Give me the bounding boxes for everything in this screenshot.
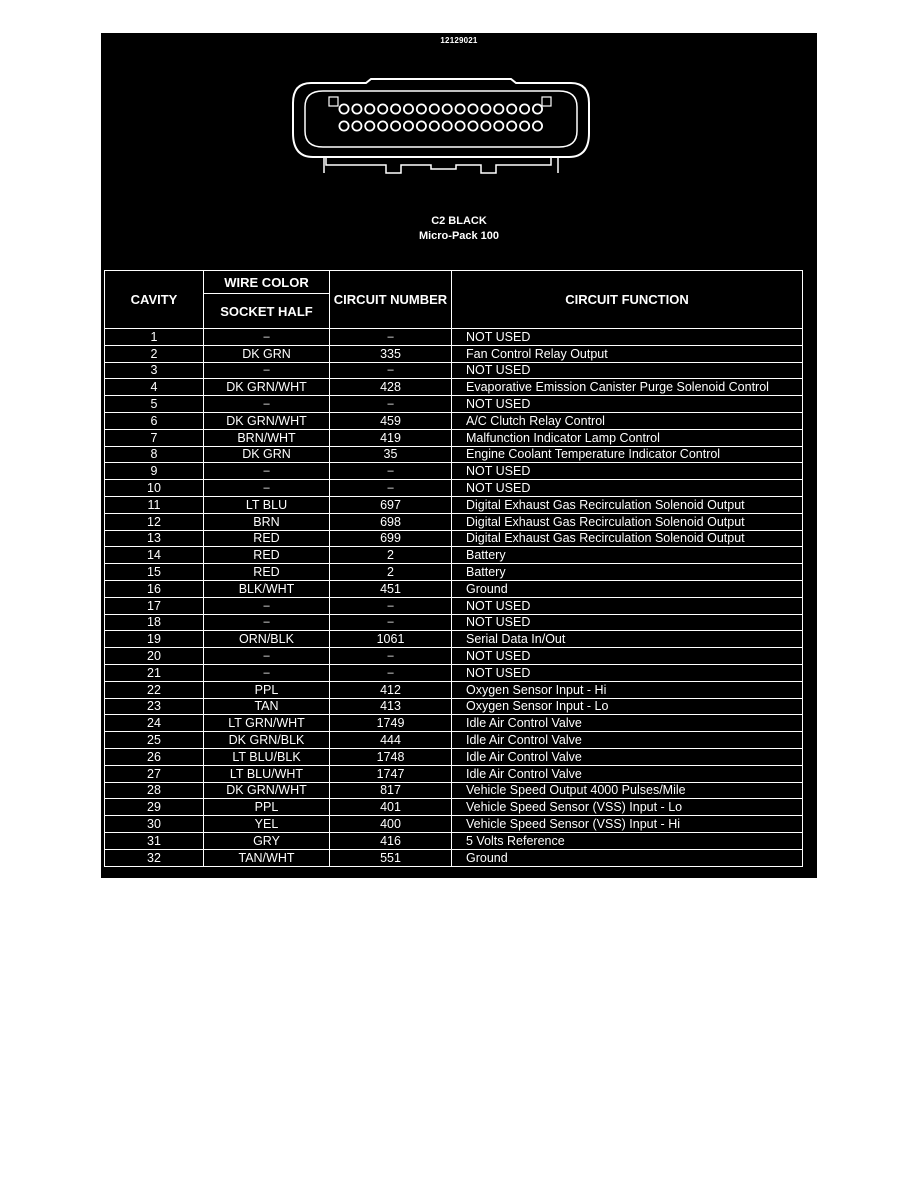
table-row <box>105 396 803 413</box>
table-row <box>105 715 803 732</box>
wire-color-cell: – <box>204 463 330 480</box>
wire-color-cell: YEL <box>204 816 330 833</box>
table-row <box>105 631 803 648</box>
circuit-function-cell: Oxygen Sensor Input - Lo <box>452 698 803 715</box>
circuit-number-cell: – <box>330 329 452 346</box>
wire-color-cell: – <box>204 664 330 681</box>
circuit-function-cell: NOT USED <box>452 480 803 497</box>
table-row <box>105 782 803 799</box>
terminal-cavity <box>365 121 374 130</box>
circuit-function-cell: NOT USED <box>452 396 803 413</box>
circuit-function-cell: Fan Control Relay Output <box>452 345 803 362</box>
cavity-cell: 21 <box>105 664 204 681</box>
cavity-cell: 4 <box>105 379 204 396</box>
cavity-cell: 9 <box>105 463 204 480</box>
cavity-cell: 5 <box>105 396 204 413</box>
circuit-number-cell: 697 <box>330 496 452 513</box>
header-socket-half: SOCKET HALF <box>204 294 330 329</box>
table-row <box>105 530 803 547</box>
cavity-cell: 24 <box>105 715 204 732</box>
circuit-number-cell: 817 <box>330 782 452 799</box>
table-row <box>105 463 803 480</box>
circuit-function-cell: Battery <box>452 547 803 564</box>
terminal-cavity <box>494 104 503 113</box>
terminal-cavity <box>417 121 426 130</box>
circuit-function-cell: A/C Clutch Relay Control <box>452 412 803 429</box>
connector-figure-panel <box>101 33 817 878</box>
circuit-number-cell: 401 <box>330 799 452 816</box>
cavity-cell: 32 <box>105 849 204 866</box>
table-row <box>105 614 803 631</box>
circuit-number-cell: 2 <box>330 564 452 581</box>
circuit-number-cell: 551 <box>330 849 452 866</box>
circuit-function-cell: Evaporative Emission Canister Purge Solenoid Control <box>452 379 803 396</box>
circuit-function-cell: Ground <box>452 849 803 866</box>
table-row <box>105 446 803 463</box>
table-row <box>105 681 803 698</box>
terminal-cavity <box>481 121 490 130</box>
table-row <box>105 732 803 749</box>
wire-color-cell: BRN <box>204 513 330 530</box>
table-row <box>105 698 803 715</box>
terminal-cavity <box>378 104 387 113</box>
table-row <box>105 564 803 581</box>
wire-color-cell: PPL <box>204 681 330 698</box>
terminal-cavity <box>365 104 374 113</box>
wire-color-cell: – <box>204 480 330 497</box>
table-row <box>105 816 803 833</box>
cavity-cell: 1 <box>105 329 204 346</box>
table-row <box>105 345 803 362</box>
table-row <box>105 748 803 765</box>
connector-keying-tabs <box>326 157 551 173</box>
circuit-function-cell: Ground <box>452 580 803 597</box>
terminal-cavity <box>391 121 400 130</box>
circuit-function-cell: Digital Exhaust Gas Recirculation Solenoid Output <box>452 496 803 513</box>
terminal-cavity <box>533 104 542 113</box>
terminal-cavity <box>456 104 465 113</box>
wire-color-cell: DK GRN/WHT <box>204 412 330 429</box>
wire-color-cell: LT GRN/WHT <box>204 715 330 732</box>
circuit-number-cell: 698 <box>330 513 452 530</box>
terminal-cavity <box>481 104 490 113</box>
circuit-number-cell: 35 <box>330 446 452 463</box>
terminal-cavity <box>391 104 400 113</box>
cavity-cell: 12 <box>105 513 204 530</box>
cavity-cell: 7 <box>105 429 204 446</box>
wire-color-cell: DK GRN <box>204 446 330 463</box>
wire-color-cell: DK GRN <box>204 345 330 362</box>
connector-face-diagram <box>291 73 591 213</box>
cavity-marker-1 <box>329 97 338 106</box>
circuit-number-cell: 2 <box>330 547 452 564</box>
table-row <box>105 379 803 396</box>
circuit-number-cell: 1749 <box>330 715 452 732</box>
circuit-number-cell: 1748 <box>330 748 452 765</box>
circuit-number-cell: 416 <box>330 832 452 849</box>
circuit-function-cell: NOT USED <box>452 648 803 665</box>
wire-color-cell: LT BLU/WHT <box>204 765 330 782</box>
pinout-table <box>104 270 803 867</box>
circuit-number-cell: – <box>330 597 452 614</box>
circuit-function-cell: NOT USED <box>452 329 803 346</box>
cavity-cell: 30 <box>105 816 204 833</box>
circuit-function-cell: Oxygen Sensor Input - Hi <box>452 681 803 698</box>
circuit-function-cell: Idle Air Control Valve <box>452 715 803 732</box>
wire-color-cell: RED <box>204 530 330 547</box>
wire-color-cell: – <box>204 597 330 614</box>
wire-color-cell: RED <box>204 547 330 564</box>
circuit-function-cell: NOT USED <box>452 664 803 681</box>
wire-color-cell: DK GRN/WHT <box>204 782 330 799</box>
table-row <box>105 648 803 665</box>
table-row <box>105 765 803 782</box>
circuit-function-cell: Vehicle Speed Sensor (VSS) Input - Lo <box>452 799 803 816</box>
terminal-cavity <box>520 104 529 113</box>
header-cavity: CAVITY <box>105 271 204 329</box>
terminal-cavity <box>352 104 361 113</box>
circuit-function-cell: Digital Exhaust Gas Recirculation Solenoid Output <box>452 513 803 530</box>
circuit-function-cell: Vehicle Speed Output 4000 Pulses/Mile <box>452 782 803 799</box>
header-wire-color: WIRE COLOR <box>204 271 330 294</box>
circuit-number-cell: – <box>330 463 452 480</box>
circuit-function-cell: NOT USED <box>452 614 803 631</box>
table-row <box>105 547 803 564</box>
circuit-number-cell: 699 <box>330 530 452 547</box>
table-row <box>105 849 803 866</box>
cavity-cell: 13 <box>105 530 204 547</box>
pinout-table-body <box>105 329 803 867</box>
table-row <box>105 597 803 614</box>
terminal-cavity <box>339 104 348 113</box>
connector-name: C2 BLACK <box>431 215 487 227</box>
wire-color-cell: DK GRN/WHT <box>204 379 330 396</box>
terminal-cavity <box>468 104 477 113</box>
circuit-number-cell: 1061 <box>330 631 452 648</box>
circuit-function-cell: NOT USED <box>452 362 803 379</box>
cavity-cell: 14 <box>105 547 204 564</box>
wire-color-cell: – <box>204 614 330 631</box>
circuit-function-cell: NOT USED <box>452 463 803 480</box>
circuit-number-cell: 428 <box>330 379 452 396</box>
terminal-cavity <box>443 104 452 113</box>
cavity-cell: 8 <box>105 446 204 463</box>
terminal-cavity <box>507 121 516 130</box>
wire-color-cell: TAN <box>204 698 330 715</box>
circuit-number-cell: – <box>330 396 452 413</box>
cavity-cell: 19 <box>105 631 204 648</box>
terminal-cavity <box>352 121 361 130</box>
cavity-cell: 23 <box>105 698 204 715</box>
circuit-number-cell: 335 <box>330 345 452 362</box>
circuit-function-cell: Battery <box>452 564 803 581</box>
part-number: 12129021 <box>440 36 478 45</box>
circuit-number-cell: 412 <box>330 681 452 698</box>
cavity-cell: 11 <box>105 496 204 513</box>
table-row <box>105 329 803 346</box>
circuit-function-cell: Idle Air Control Valve <box>452 732 803 749</box>
terminal-cavity <box>404 121 413 130</box>
circuit-number-cell: 400 <box>330 816 452 833</box>
circuit-function-cell: Idle Air Control Valve <box>452 765 803 782</box>
terminal-cavities <box>339 104 542 130</box>
wire-color-cell: – <box>204 648 330 665</box>
circuit-number-cell: – <box>330 362 452 379</box>
table-row <box>105 412 803 429</box>
cavity-marker-16 <box>542 97 551 106</box>
terminal-cavity <box>443 121 452 130</box>
terminal-cavity <box>494 121 503 130</box>
circuit-function-cell: NOT USED <box>452 597 803 614</box>
circuit-function-cell: Malfunction Indicator Lamp Control <box>452 429 803 446</box>
circuit-number-cell: 444 <box>330 732 452 749</box>
terminal-cavity <box>339 121 348 130</box>
cavity-cell: 6 <box>105 412 204 429</box>
wire-color-cell: GRY <box>204 832 330 849</box>
wire-color-cell: BLK/WHT <box>204 580 330 597</box>
terminal-cavity <box>456 121 465 130</box>
table-row <box>105 496 803 513</box>
cavity-cell: 31 <box>105 832 204 849</box>
table-row <box>105 832 803 849</box>
wire-color-cell: PPL <box>204 799 330 816</box>
table-row <box>105 480 803 497</box>
cavity-cell: 29 <box>105 799 204 816</box>
table-row <box>105 799 803 816</box>
wire-color-cell: – <box>204 362 330 379</box>
wire-color-cell: TAN/WHT <box>204 849 330 866</box>
cavity-cell: 28 <box>105 782 204 799</box>
terminal-cavity <box>507 104 516 113</box>
wire-color-cell: LT BLU <box>204 496 330 513</box>
circuit-number-cell: 1747 <box>330 765 452 782</box>
header-circuit-function: CIRCUIT FUNCTION <box>452 271 803 329</box>
circuit-number-cell: – <box>330 614 452 631</box>
cavity-cell: 27 <box>105 765 204 782</box>
cavity-cell: 26 <box>105 748 204 765</box>
terminal-cavity <box>533 121 542 130</box>
cavity-cell: 2 <box>105 345 204 362</box>
circuit-number-cell: – <box>330 664 452 681</box>
cavity-cell: 22 <box>105 681 204 698</box>
cavity-cell: 17 <box>105 597 204 614</box>
terminal-cavity <box>378 121 387 130</box>
circuit-function-cell: 5 Volts Reference <box>452 832 803 849</box>
cavity-cell: 16 <box>105 580 204 597</box>
cavity-cell: 15 <box>105 564 204 581</box>
circuit-function-cell: Vehicle Speed Sensor (VSS) Input - Hi <box>452 816 803 833</box>
wire-color-cell: – <box>204 329 330 346</box>
connector-face-outline <box>305 91 577 147</box>
circuit-function-cell: Digital Exhaust Gas Recirculation Solenoid Output <box>452 530 803 547</box>
terminal-cavity <box>404 104 413 113</box>
circuit-number-cell: – <box>330 648 452 665</box>
cavity-cell: 3 <box>105 362 204 379</box>
cavity-cell: 18 <box>105 614 204 631</box>
circuit-function-cell: Serial Data In/Out <box>452 631 803 648</box>
header-circuit-number: CIRCUIT NUMBER <box>330 271 452 329</box>
table-row <box>105 362 803 379</box>
table-row <box>105 429 803 446</box>
wire-color-cell: LT BLU/BLK <box>204 748 330 765</box>
terminal-cavity <box>520 121 529 130</box>
circuit-number-cell: 419 <box>330 429 452 446</box>
table-row <box>105 580 803 597</box>
circuit-number-cell: 451 <box>330 580 452 597</box>
terminal-cavity <box>430 121 439 130</box>
wire-color-cell: – <box>204 396 330 413</box>
wire-color-cell: DK GRN/BLK <box>204 732 330 749</box>
terminal-cavity <box>468 121 477 130</box>
terminal-cavity <box>430 104 439 113</box>
cavity-cell: 25 <box>105 732 204 749</box>
cavity-cell: 20 <box>105 648 204 665</box>
wire-color-cell: RED <box>204 564 330 581</box>
connector-type: Micro-Pack 100 <box>418 230 500 242</box>
circuit-function-cell: Engine Coolant Temperature Indicator Control <box>452 446 803 463</box>
circuit-number-cell: 459 <box>330 412 452 429</box>
table-row <box>105 664 803 681</box>
table-row <box>105 513 803 530</box>
terminal-cavity <box>417 104 426 113</box>
wire-color-cell: BRN/WHT <box>204 429 330 446</box>
wire-color-cell: ORN/BLK <box>204 631 330 648</box>
circuit-function-cell: Idle Air Control Valve <box>452 748 803 765</box>
cavity-cell: 10 <box>105 480 204 497</box>
circuit-number-cell: – <box>330 480 452 497</box>
circuit-number-cell: 413 <box>330 698 452 715</box>
